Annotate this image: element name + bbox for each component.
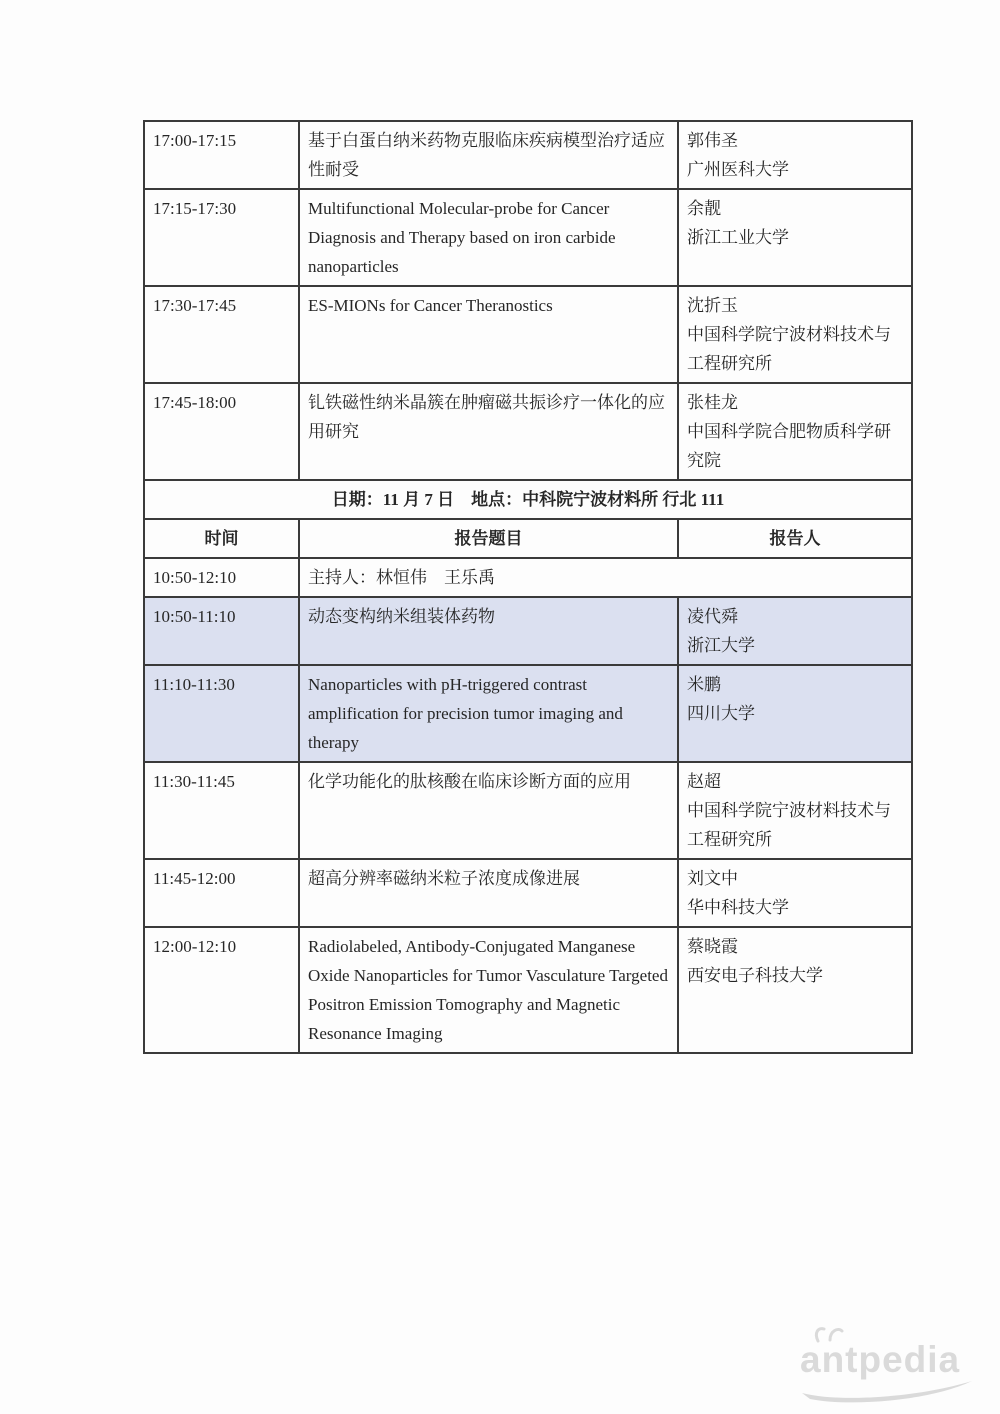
talk-title-cell: 钆铁磁性纳米晶簇在肿瘤磁共振诊疗一体化的应用研究	[299, 383, 678, 480]
table-row	[144, 927, 912, 1053]
speaker-cell	[678, 597, 912, 665]
time-cell: 17:00-17:15	[144, 121, 299, 189]
speaker-affiliation: 浙江工业大学	[687, 228, 789, 247]
time-cell: 17:30-17:45	[144, 286, 299, 383]
time-cell: 12:00-12:10	[144, 927, 299, 1053]
time-cell: 17:45-18:00	[144, 383, 299, 480]
speaker-affiliation: 广州医科大学	[687, 160, 789, 179]
speaker-cell	[678, 121, 912, 189]
table-row	[144, 286, 912, 383]
talk-title-cell: Nanoparticles with pH-triggered contrast amplification for precision tumor imaging and therapy	[299, 665, 678, 762]
talk-title-cell: Radiolabeled, Antibody-Conjugated Manganese Oxide Nanoparticles for Tumor Vasculature Targeted Positron Emission Tomography and Magnetic Resonance Imaging	[299, 927, 678, 1053]
talk-title-cell: 化学功能化的肽核酸在临床诊断方面的应用	[299, 762, 678, 859]
time-cell: 10:50-12:10	[144, 558, 299, 597]
table-row	[144, 383, 912, 480]
talk-title-cell: Multifunctional Molecular-probe for Cancer Diagnosis and Therapy based on iron carbide nanoparticles	[299, 189, 678, 286]
column-header-speaker: 报告人	[678, 519, 912, 558]
talk-title-cell: 动态变构纳米组装体药物	[299, 597, 678, 665]
conference-schedule-table	[143, 120, 913, 1054]
speaker-name: 沈折玉	[687, 296, 738, 315]
table-row-highlighted	[144, 597, 912, 665]
talk-title-cell: 超高分辨率磁纳米粒子浓度成像进展	[299, 859, 678, 927]
speaker-cell	[678, 665, 912, 762]
speaker-affiliation: 浙江大学	[687, 636, 755, 655]
time-cell: 11:45-12:00	[144, 859, 299, 927]
speaker-cell	[678, 927, 912, 1053]
speaker-cell	[678, 189, 912, 286]
speaker-cell	[678, 383, 912, 480]
date-location-label: 日期：11 月 7 日 地点：中科院宁波材料所 行北 111	[144, 480, 912, 519]
speaker-name: 凌代舜	[687, 607, 738, 626]
talk-title-cell: ES-MIONs for Cancer Theranostics	[299, 286, 678, 383]
column-header-time: 时间	[144, 519, 299, 558]
speaker-affiliation: 中国科学院宁波材料技术与工程研究所	[687, 325, 891, 373]
time-cell: 11:10-11:30	[144, 665, 299, 762]
speaker-name: 郭伟圣	[687, 131, 738, 150]
speaker-affiliation: 华中科技大学	[687, 898, 789, 917]
speaker-affiliation: 中国科学院宁波材料技术与工程研究所	[687, 801, 891, 849]
speaker-name: 张桂龙	[687, 393, 738, 412]
column-header-title: 报告题目	[299, 519, 678, 558]
speaker-cell	[678, 859, 912, 927]
ant-swoosh-icon	[800, 1325, 990, 1405]
speaker-name: 余靓	[687, 199, 721, 218]
speaker-cell	[678, 762, 912, 859]
speaker-name: 蔡晓霞	[687, 937, 738, 956]
watermark-logo	[800, 1325, 990, 1405]
time-cell: 10:50-11:10	[144, 597, 299, 665]
speaker-name: 刘文中	[687, 869, 738, 888]
date-divider-row	[144, 480, 912, 519]
speaker-cell	[678, 286, 912, 383]
table-row	[144, 121, 912, 189]
time-cell: 17:15-17:30	[144, 189, 299, 286]
table-row-highlighted	[144, 665, 912, 762]
table-row	[144, 189, 912, 286]
table-row	[144, 859, 912, 927]
header-row	[144, 519, 912, 558]
speaker-name: 赵超	[687, 772, 721, 791]
speaker-name: 米鹏	[687, 675, 721, 694]
speaker-affiliation: 中国科学院合肥物质科学研究院	[687, 422, 891, 470]
table-row	[144, 762, 912, 859]
session-chair-label: 主持人：林恒伟 王乐禹	[299, 558, 912, 597]
speaker-affiliation: 西安电子科技大学	[687, 966, 823, 985]
watermark-text: antpedia	[800, 1339, 961, 1380]
talk-title-cell: 基于白蛋白纳米药物克服临床疾病模型治疗适应性耐受	[299, 121, 678, 189]
chair-row	[144, 558, 912, 597]
speaker-affiliation: 四川大学	[687, 704, 755, 723]
time-cell: 11:30-11:45	[144, 762, 299, 859]
